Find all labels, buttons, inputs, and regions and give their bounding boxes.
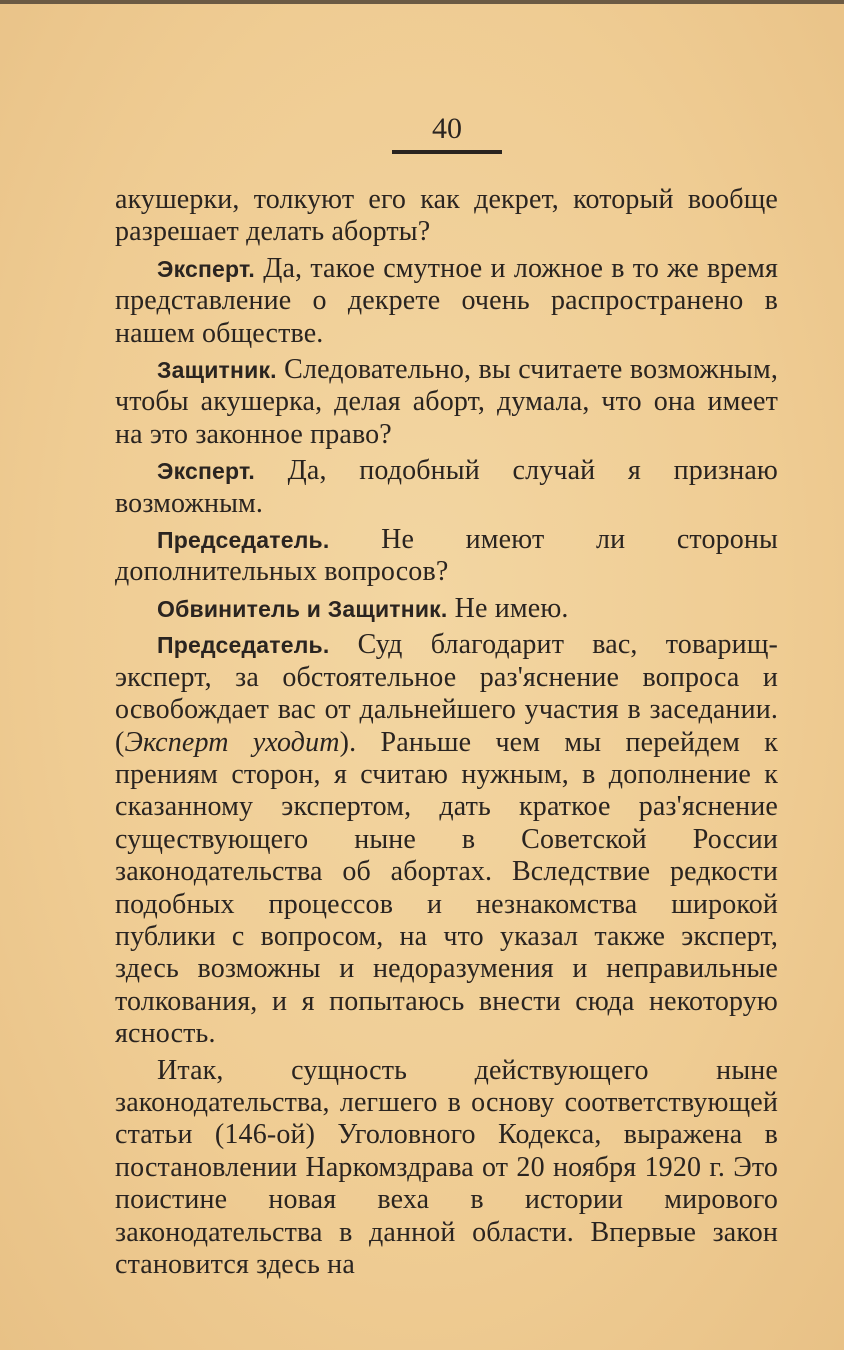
speaker-label: Эксперт.	[157, 255, 256, 282]
speaker-label: Обвинитель и Защитник.	[157, 595, 448, 622]
page-number: 40	[432, 112, 462, 145]
paragraph-expert-reply-1	[115, 253, 778, 350]
paragraph-text: Да, такое смутное и ложное в то же время представление о декрете очень распространено в нашем обществе.	[115, 252, 778, 349]
page-header	[392, 112, 502, 154]
speaker-label: Эксперт.	[157, 458, 256, 485]
paragraph-text: Не имею.	[447, 592, 569, 624]
paragraph-text: Итак, сущность действующего ныне законодательства, легшего в основу соответствующей статьи (146-ой) Уголовного Кодекса, выражена в постановлении Наркомздрава от 20 ноября 1920 г. Это поистине новая веха в истории мирового законодательства в данной области. Впервые закон становится здесь на	[115, 1054, 778, 1280]
paragraph-text: акушерки, толкуют его как декрет, который вообще разрешает делать аборты?	[115, 184, 778, 248]
paragraph-parties-reply	[115, 593, 778, 625]
speaker-label: Председатель.	[157, 527, 330, 554]
paragraph-chairman-statement	[115, 629, 778, 1050]
paragraph-defender-question	[115, 354, 778, 451]
paragraph-text: Не имеют ли стороны дополнительных вопросов?	[115, 524, 778, 588]
paragraph-chairman-question	[115, 524, 778, 589]
paragraph-text: Следовательно, вы считаете возможным, чтобы акушерка, делая аборт, думала, что она имеет на это законное право?	[115, 354, 778, 450]
text-body	[115, 184, 778, 1285]
paragraph-continuation	[115, 184, 778, 249]
page-top-edge	[0, 0, 844, 4]
paragraph-law-summary	[115, 1055, 778, 1282]
speaker-label: Защитник.	[157, 357, 277, 384]
paragraph-expert-reply-2	[115, 455, 778, 520]
paragraph-text: ). Раньше чем мы перейдем к прениям сторон, я считаю нужным, в дополнение к сказанному экспертом, дать краткое раз'яснение существующего ныне в Советской России законодательства об абортах. Вследствие редкости подобных процессов и незнакомства широкой публики с вопросом, на что указал также эксперт, здесь возможны и недоразумения и неправильные толкования, и я попытаюсь внести сюда некоторую ясность.	[115, 726, 778, 1050]
paragraph-text: Суд благодарит вас, товарищ-эксперт, за обстоятельное раз'яснение вопроса и освобождает вас от дальнейшего участия в заседании. (	[115, 629, 778, 758]
paragraph-text: Да, подобный случай я признаю возможным.	[115, 455, 778, 519]
header-rule	[392, 150, 502, 154]
stage-direction: Эксперт уходит	[124, 726, 340, 758]
speaker-label: Председатель.	[157, 632, 330, 659]
